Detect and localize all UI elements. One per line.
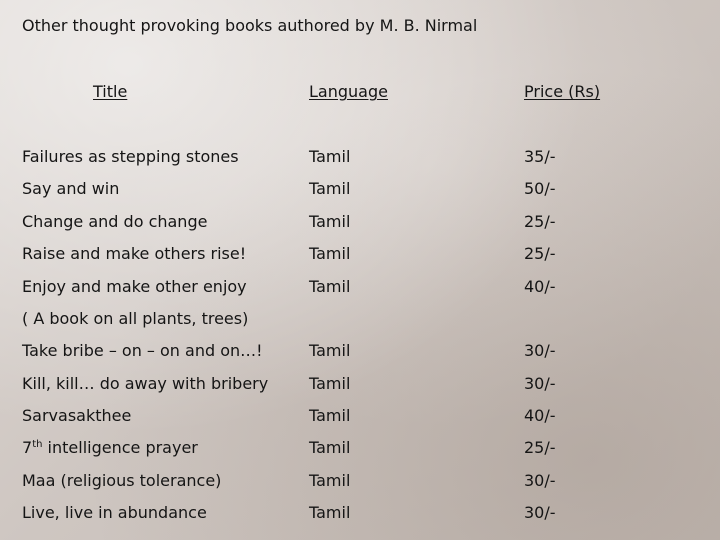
book-price: 40/- (524, 406, 556, 425)
book-price: 30/- (524, 503, 556, 522)
book-language: Tamil (309, 277, 351, 296)
book-language: Tamil (309, 471, 351, 490)
book-price: 25/- (524, 244, 556, 263)
book-title-note: ( A book on all plants, trees) (22, 309, 249, 328)
book-title: Enjoy and make other enjoy (22, 277, 247, 296)
book-price: 35/- (524, 147, 556, 166)
column-header-language: Language (309, 82, 388, 101)
book-language: Tamil (309, 244, 351, 263)
book-title: Take bribe – on – on and on…! (22, 341, 263, 360)
book-title-text: intelligence prayer (42, 438, 198, 457)
book-title: Sarvasakthee (22, 406, 132, 425)
book-language: Tamil (309, 406, 351, 425)
book-title: Maa (religious tolerance) (22, 471, 222, 490)
book-language: Tamil (309, 438, 351, 457)
book-language: Tamil (309, 147, 351, 166)
book-price: 25/- (524, 212, 556, 231)
book-title-ordinal-suffix: th (32, 439, 43, 450)
book-language: Tamil (309, 374, 351, 393)
book-language: Tamil (309, 503, 351, 522)
book-title: Say and win (22, 179, 120, 198)
book-price: 30/- (524, 374, 556, 393)
book-title: Kill, kill… do away with bribery (22, 374, 269, 393)
book-language: Tamil (309, 341, 351, 360)
book-price: 30/- (524, 471, 556, 490)
book-title: Change and do change (22, 212, 208, 231)
book-price: 25/- (524, 438, 556, 457)
book-price: 30/- (524, 341, 556, 360)
book-title: Failures as stepping stones (22, 147, 239, 166)
book-title-number: 7 (22, 438, 33, 457)
book-language: Tamil (309, 212, 351, 231)
book-price: 40/- (524, 277, 556, 296)
book-language: Tamil (309, 179, 351, 198)
book-price: 50/- (524, 179, 556, 198)
page-heading: Other thought provoking books authored by M. B. Nirmal (22, 16, 478, 35)
column-header-price: Price (Rs) (524, 82, 601, 101)
column-header-title: Title (93, 82, 128, 101)
book-title: Raise and make others rise! (22, 244, 247, 263)
book-title: Live, live in abundance (22, 503, 207, 522)
book-title (22, 438, 198, 458)
